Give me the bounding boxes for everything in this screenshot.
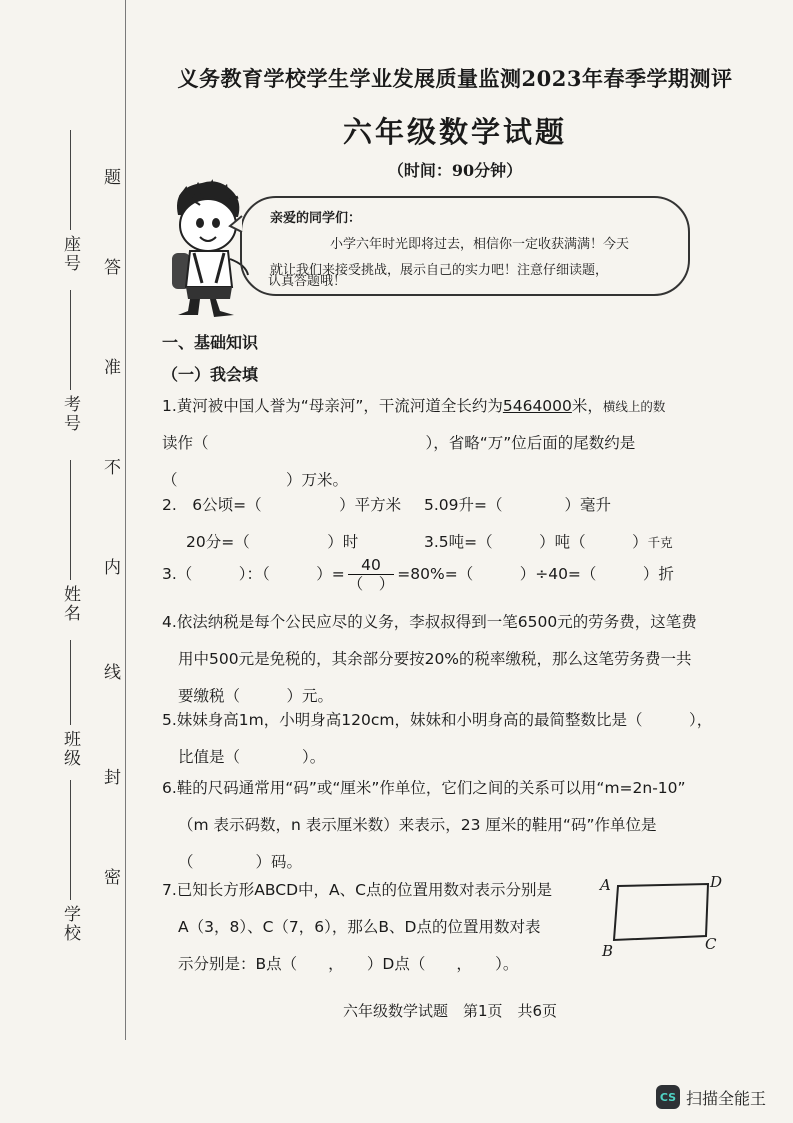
q6-line: （m 表示码数，n 表示厘米数）来表示，23 厘米的鞋用“码”作单位是 — [178, 816, 657, 834]
corner-label-a: A — [600, 876, 611, 894]
seal-char: 密 — [98, 865, 123, 888]
corner-label-c: C — [705, 935, 717, 953]
q1-line: （ ）万米。 — [162, 471, 349, 489]
school-label: 学校 — [60, 905, 80, 943]
seal-char: 内 — [98, 555, 123, 578]
greeting-line: 小学六年时光即将过去，相信你一定收获满满！今天 — [330, 237, 630, 252]
page-footer: 六年级数学试题 第1页 共6页 — [342, 1002, 558, 1020]
greeting-salutation: 亲爱的同学们： — [270, 211, 362, 226]
q4-line: 要缴税（ ）元。 — [178, 687, 334, 705]
question-7 — [162, 872, 612, 983]
scanner-watermark — [656, 1084, 766, 1110]
seat-label: 座号 — [60, 235, 80, 273]
question-6 — [162, 770, 722, 881]
seal-char: 题 — [98, 165, 123, 188]
question-2 — [162, 487, 722, 561]
q3-text: 3.（ ）：（ ）= — [162, 565, 345, 583]
seal-char: 答 — [98, 255, 123, 278]
section-heading: 一、基础知识 — [162, 333, 259, 352]
q1-text: 1.黄河被中国人誉为“母亲河”，干流河道全长约为 — [162, 397, 503, 415]
q1-line: 读作（ ），省略“万”位后面的尾数约是 — [162, 434, 636, 452]
q7-line: A（3，8）、C（7，6），那么B、D点的位置用数对表 — [178, 918, 541, 936]
q7-line: 7.已知长方形ABCD中，A、C点的位置用数对表示分别是 — [162, 881, 552, 899]
camscanner-logo-icon: CS — [656, 1085, 680, 1109]
q3-numerator: 40 — [348, 556, 395, 575]
q1-note: 横线上的数 — [602, 399, 666, 414]
seal-char: 线 — [98, 660, 123, 683]
q2-item: 2. 6公顷=（ ）平方米 — [162, 496, 402, 514]
q3-text: =80%=（ ）÷40=（ ）折 — [397, 565, 674, 583]
q5-line: 5.妹妹身高1m，小明身高120cm，妹妹和小明身高的最简整数比是（ ）， — [162, 711, 713, 729]
q3-denominator: （ ） — [347, 575, 395, 593]
q6-line: 6.鞋的尺码通常用“码”或“厘米”作单位，它们之间的关系可以用“m=2n-10” — [162, 779, 686, 797]
question-5 — [162, 702, 722, 776]
corner-label-d: D — [710, 873, 723, 891]
exam-time: （时间：90分钟） — [387, 161, 523, 180]
q4-line: 用中500元是免税的，其余部分要按20%的税率缴税，那么这笔劳务费一共 — [178, 650, 692, 668]
q2-item: 3.5吨=（ ）吨（ ） — [424, 533, 648, 551]
q4-line: 4.依法纳税是每个公民应尽的义务，李叔叔得到一笔6500元的劳务费，这笔费 — [162, 613, 697, 631]
name-label: 姓名 — [60, 585, 80, 623]
class-label: 班级 — [60, 730, 80, 768]
q2-unit: 千克 — [647, 535, 673, 550]
name-blank — [70, 460, 71, 580]
question-1 — [162, 388, 722, 499]
question-4 — [162, 604, 722, 715]
bubble-tail-icon — [228, 214, 248, 236]
q2-item: 5.09升=（ ）毫升 — [424, 496, 611, 514]
seal-char: 不 — [98, 455, 123, 478]
question-3 — [162, 556, 722, 593]
exam-no-label: 考号 — [60, 395, 80, 433]
exam-title: 六年级数学试题 — [342, 115, 567, 149]
q1-number: 5464000 — [502, 397, 572, 415]
exam-no-blank — [70, 290, 71, 390]
q5-line: 比值是（ ）。 — [178, 748, 326, 766]
q2-item: 20分=（ ）时 — [186, 533, 359, 551]
q7-line: 示分别是：B点（ ， ）D点（ ， ）。 — [178, 955, 519, 973]
seal-char: 封 — [98, 765, 123, 788]
subsection-heading: （一）我会填 — [162, 365, 259, 384]
q1-text: 米， — [571, 397, 603, 415]
corner-label-b: B — [602, 942, 614, 960]
school-blank — [70, 780, 71, 900]
greeting-line: 认真答题哦！ — [268, 274, 347, 289]
greeting-line: 就让我们来接受挑战，展示自己的实力吧！注意仔细读题， — [270, 263, 609, 278]
q3-fraction — [348, 556, 395, 593]
exam-header: 义务教育学校学生学业发展质量监测2023年春季学期测评 — [177, 66, 733, 91]
seal-char: 准 — [98, 355, 123, 378]
binding-line — [125, 0, 126, 1040]
scanner-watermark-text: 扫描全能王 — [686, 1088, 767, 1108]
seat-blank — [70, 130, 71, 230]
class-blank — [70, 640, 71, 725]
q6-line: （ ）码。 — [178, 853, 303, 871]
